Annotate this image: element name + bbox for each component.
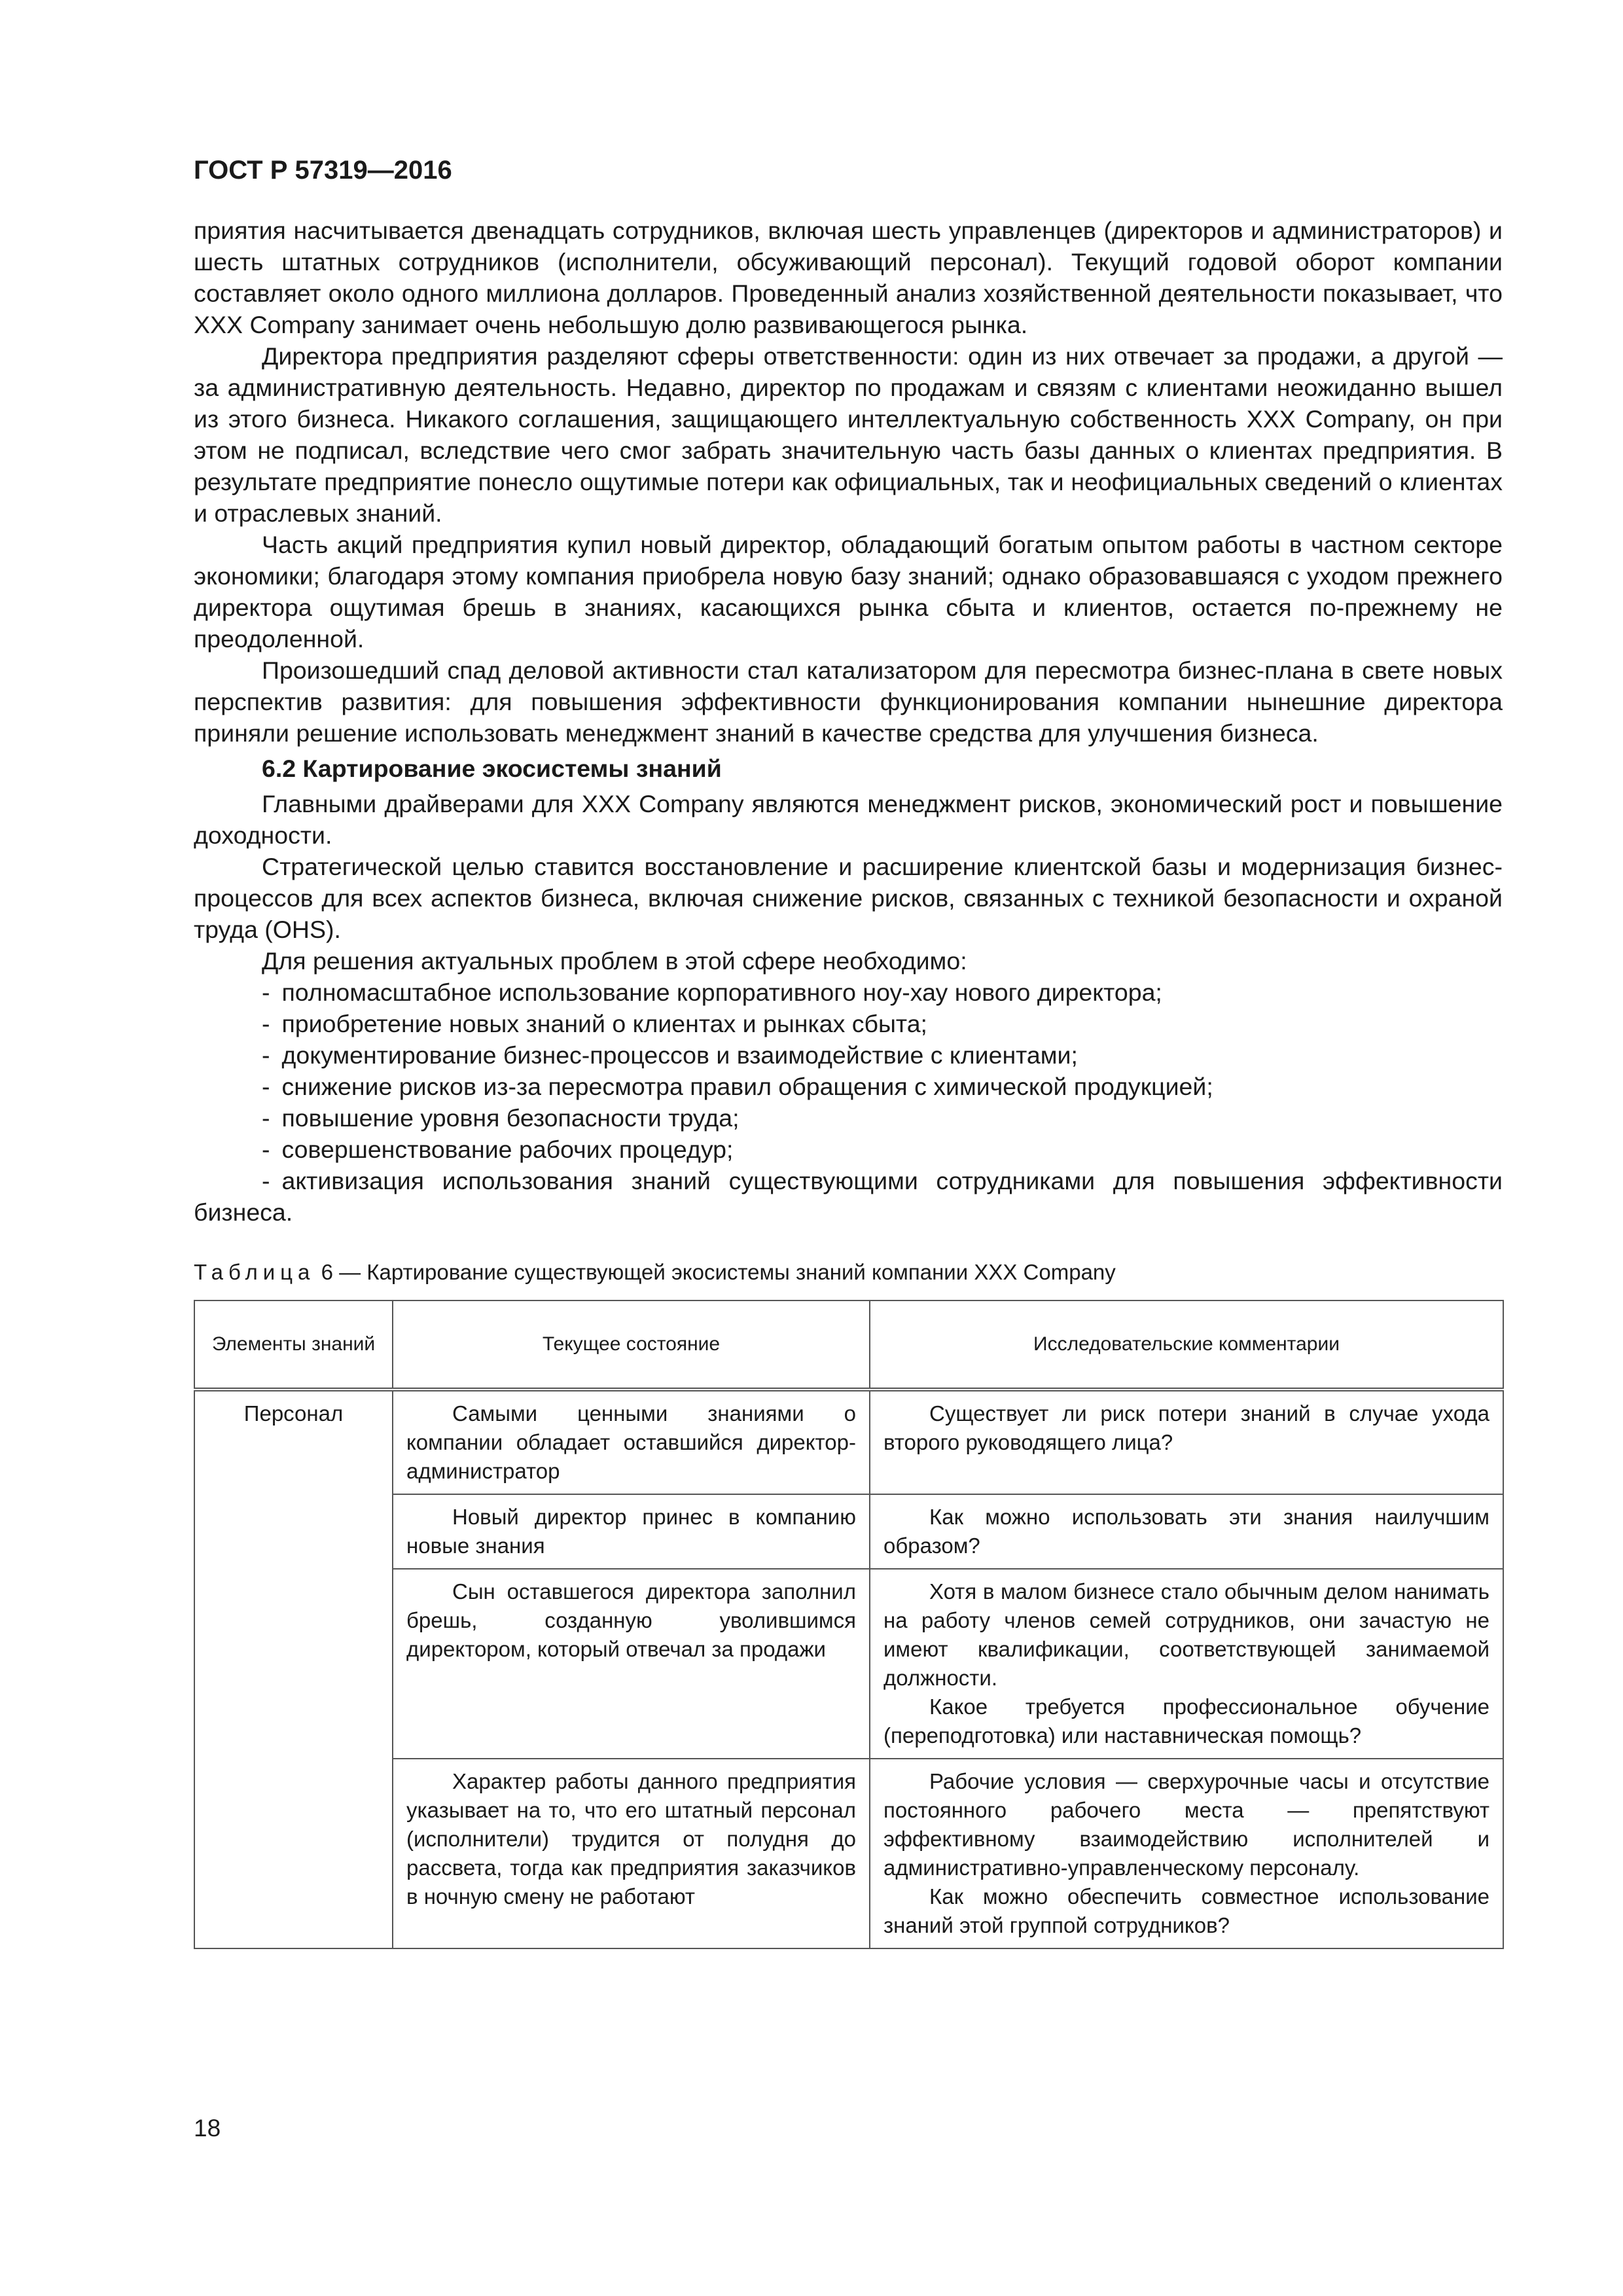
current-state-cell: Самыми ценными знаниями о компании обладает оставшийся директор-администратор bbox=[393, 1390, 870, 1494]
list-item: - документирование бизнес-процессов и взаимодействие с клиентами; bbox=[262, 1041, 1078, 1069]
table-caption-text: 6 — Картирование существующей экосистемы знаний компании XXX Company bbox=[321, 1260, 1116, 1284]
list-item: - активизация использования знаний существующими сотрудниками для повышения эффективности бизнеса. bbox=[194, 1167, 1503, 1226]
paragraph-strategy: Стратегической целью ставится восстановление и расширение клиентской базы и модернизация бизнес-процессов для всех аспектов бизнеса, включая снижение рисков, связанных с техникой безопасности и охраной труда (OHS). bbox=[194, 853, 1503, 943]
paragraph-decline: Произошедший спад деловой активности стал катализатором для пересмотра бизнес-плана в свете новых перспектив развития: для повышения эффективности функционирования компании нынешние директора приняли решение использовать менеджмент знаний в качестве средства для улучшения бизнеса. bbox=[194, 656, 1503, 747]
paragraph-directors: Директора предприятия разделяют сферы ответственности: один из них отвечает за продажи, а другой — за административную деятельность. Недавно, директор по продажам и связям с клиентами неожиданно вышел из этого бизнеса. Никакого соглашения, защищающего интеллектуальную собственность XXX Company, он при этом не подписал, вследствие чего смог забрать значительную часть базы данных о клиентах предприятия. В результате предприятие понесло ощутимые потери как официальных, так и неофициальных сведений о клиентах и отраслевых знаний. bbox=[194, 342, 1503, 527]
element-cell bbox=[194, 1390, 393, 1948]
list-item: - повышение уровня безопасности труда; bbox=[262, 1104, 740, 1132]
paragraph-new-director: Часть акций предприятия купил новый директор, обладающий богатым опытом работы в частном секторе экономики; благодаря этому компания приобрела новую базу знаний; однако образовавшаяся с уходом прежнего директора ощутимая брешь в знаниях, касающихся рынка сбыта и клиентов, остается по-прежнему не преодоленной. bbox=[194, 531, 1503, 653]
table-caption-prefix: Таблица bbox=[194, 1260, 315, 1284]
requirements-list bbox=[194, 977, 1503, 1228]
comment-cell: Существует ли риск потери знаний в случае ухода второго руководящего лица? bbox=[870, 1390, 1503, 1494]
table-header-row bbox=[194, 1300, 1503, 1390]
comment-cell: Хотя в малом бизнесе стало обычным делом нанимать на работу членов семей сотрудников, они зачастую не имеют квалификации, соответствующей занимаемой должности. Какое требуется профессиональное обучение (переподготовка) или наставническая помощь? bbox=[870, 1569, 1503, 1759]
table-caption bbox=[194, 1258, 1503, 1287]
current-state-cell: Новый директор принес в компанию новые знания bbox=[393, 1494, 870, 1569]
comment-cell: Как можно использовать эти знания наилучшим образом? bbox=[870, 1494, 1503, 1569]
current-state-cell: Сын оставшегося директора заполнил брешь, созданную уволившимся директором, который отвечал за продажи bbox=[393, 1569, 870, 1759]
list-item: - полномасштабное использование корпоративного ноу-хау нового директора; bbox=[262, 978, 1162, 1006]
comment-cell: Рабочие условия — сверхурочные часы и отсутствие постоянного рабочего места — препятствуют эффективному взаимодействию исполнителей и административно-управленческому персоналу. Как можно обеспечить совместное использование знаний этой группой сотрудников? bbox=[870, 1759, 1503, 1948]
paragraph-drivers: Главными драйверами для XXX Company являются менеджмент рисков, экономический рост и повышение доходности. bbox=[194, 790, 1503, 849]
document-page bbox=[194, 154, 1503, 1949]
standard-code-header: ГОСТ Р 57319—2016 bbox=[194, 156, 452, 185]
list-item: - приобретение новых знаний о клиентах и рынках сбыта; bbox=[262, 1010, 927, 1037]
element-label: Персонал bbox=[243, 1401, 344, 1426]
current-state-cell: Характер работы данного предприятия указывает на то, что его штатный персонал (исполнители) трудится от полудня до рассвета, тогда как предприятия заказчиков в ночную смену не работают bbox=[393, 1759, 870, 1948]
paragraph-needed: Для решения актуальных проблем в этой сфере необходимо: bbox=[262, 947, 967, 975]
knowledge-ecosystem-table bbox=[194, 1300, 1504, 1949]
paragraph-continuation: приятия насчитывается двенадцать сотрудников, включая шесть управленцев (директоров и администраторов) и шесть штатных сотрудников (исполнители, обсуживающий персонал). Текущий годовой оборот компании составляет около одного миллиона долларов. Проведенный анализ хозяйственной деятельности показывает, что XXX Company занимает очень небольшую долю развивающегося рынка. bbox=[194, 217, 1503, 338]
section-title: 6.2 Картирование экосистемы знаний bbox=[262, 755, 722, 782]
list-item: - совершенствование рабочих процедур; bbox=[262, 1136, 734, 1163]
table-row bbox=[194, 1390, 1503, 1494]
column-header: Элементы знаний bbox=[194, 1300, 393, 1390]
column-header: Текущее состояние bbox=[393, 1300, 870, 1390]
page-number: 18 bbox=[194, 2115, 221, 2142]
column-header: Исследовательские комментарии bbox=[870, 1300, 1503, 1390]
list-item: - снижение рисков из-за пересмотра правил обращения с химической продукцией; bbox=[262, 1073, 1213, 1100]
